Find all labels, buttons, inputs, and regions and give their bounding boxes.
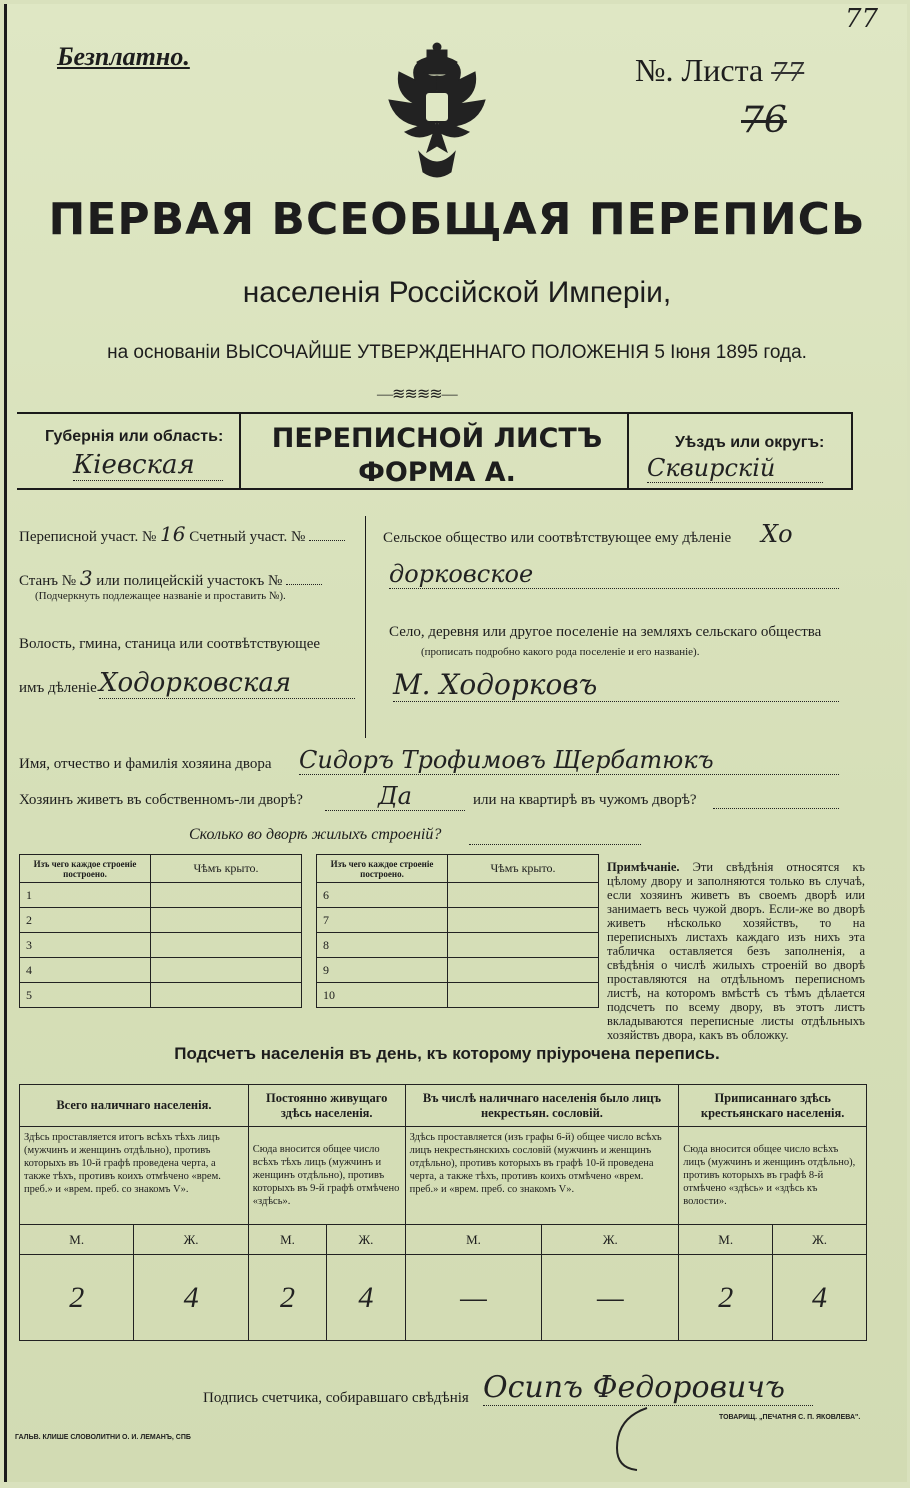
- form-title: [257, 422, 617, 490]
- col-m: М.: [20, 1225, 134, 1255]
- frame-line-edge: [851, 412, 853, 488]
- count-desc-peasant: Сюда вносится общее число всѣхъ лицъ (мужчинъ и женщинъ отдѣльно), противъ которыхъ въ графѣ 8-й отмѣчено «здѣсь» и «здѣсь къ волости».: [679, 1127, 867, 1225]
- stan-label: Станъ №: [19, 573, 77, 589]
- volost-label: Волость, гмина, станица или соотвѣтствующее: [19, 636, 321, 652]
- table-row: [20, 883, 599, 908]
- census-title: ПЕРВАЯ ВСЕОБЩАЯ ПЕРЕПИСЬ: [48, 194, 866, 245]
- count-desc-present: Здѣсь проставляется итогъ всѣхъ тѣхъ лицъ (мужчинъ и женщинъ отдѣльно), противъ которыхъ въ 10-й графѣ проведена черта, а также тѣхъ, противъ коихъ отмѣчено «врем. преб.» и «врем. преб. со знакомъ V».: [20, 1127, 249, 1225]
- census-subtitle: населенія Россійской Имперіи,: [242, 276, 672, 309]
- table-cell: [151, 883, 302, 908]
- selo-note: (прописать подробно какого рода поселеніе и его названіе).: [421, 646, 700, 658]
- col-zh: Ж.: [134, 1225, 248, 1255]
- stan-rest-label: или полицейскій участокъ №: [96, 573, 283, 589]
- col-material-left: Изъ чего каждое строеніе построено.: [20, 855, 151, 883]
- buildings-table: [19, 854, 599, 1008]
- lives-value: Да: [325, 782, 465, 811]
- frame-line-top: [17, 412, 853, 414]
- row-number: 5: [20, 983, 151, 1008]
- sheet-number-corrected: 76: [741, 100, 787, 141]
- row-number: 3: [20, 933, 151, 958]
- census-form-page: [4, 4, 907, 1482]
- col-m: М.: [679, 1225, 773, 1255]
- gubernia-value: Кіевская: [73, 450, 223, 481]
- printer-right: ТОВАРИЩ. „ПЕЧАТНЯ С. П. ЯКОВЛЕВА".: [719, 1414, 861, 1421]
- lives-label: Хозяинъ живетъ въ собственномъ-ли дворѣ?: [19, 792, 303, 808]
- row-number: 7: [317, 908, 448, 933]
- lives-rest-value: [713, 808, 839, 809]
- count-title: Подсчетъ населенія въ день, къ которому пріурочена перепись.: [174, 1044, 720, 1063]
- count-value: 2: [248, 1255, 326, 1341]
- lives-rest-label: или на квартирѣ въ чужомъ дворѣ?: [473, 792, 697, 808]
- table-cell: [151, 908, 302, 933]
- selo-value: М. Ходорковъ: [393, 668, 839, 702]
- sheet-number-label: №. Листа: [635, 52, 764, 88]
- row-number: 8: [317, 933, 448, 958]
- row-number: 10: [317, 983, 448, 1008]
- count-value: 4: [134, 1255, 248, 1341]
- table-row: [20, 933, 599, 958]
- note-block: [607, 860, 865, 1042]
- count-desc-permanent: Сюда вносится общее число всѣхъ тѣхъ лицъ (мужчинъ и женщинъ отдѣльно), противъ которыхъ въ 9-й графѣ отмѣчено «здѣсь».: [248, 1127, 405, 1225]
- form-title-line1: ПЕРЕПИСНОЙ ЛИСТЪ: [271, 423, 603, 454]
- col-m: М.: [248, 1225, 326, 1255]
- uezd-label: Уѣздъ или округъ:: [675, 434, 825, 451]
- frame-line-left: [239, 412, 241, 488]
- table-cell: [448, 983, 599, 1008]
- count-desc-noncitizen: Здѣсь проставляется (изъ графы 6-й) общее число всѣхъ лицъ некрестьянскихъ сословій (мужчинъ и женщинъ отдѣльно), противъ которыхъ въ графѣ 10-й проведена черта, а также тѣхъ, противъ коихъ отмѣчено «врем. преб.» и «врем. преб. со знакомъ V».: [405, 1127, 679, 1225]
- table-gap: [302, 855, 317, 883]
- col-zh: Ж.: [773, 1225, 867, 1255]
- obshchestvo-value-2: дорковское: [389, 560, 839, 589]
- sheet-number-value: 77: [771, 58, 805, 88]
- owner-value: Сидоръ Трофимовъ Щербатюкъ: [299, 746, 839, 775]
- imperial-eagle-icon: [367, 42, 507, 192]
- row-number: 4: [20, 958, 151, 983]
- count-value: 4: [773, 1255, 867, 1341]
- uchastok-row: [19, 522, 359, 546]
- gubernia-label: Губернія или область:: [45, 428, 224, 445]
- stan-row: [19, 566, 359, 590]
- note-text: Эти свѣдѣнія относятся къ цѣлому двору и заполняются только въ случаѣ, если хозяинъ живетъ въ своемъ дворѣ или занимаетъ весь чужой дворъ. Если-же во дворѣ живетъ нѣсколько хозяйствъ, то на переписныхъ листахъ каждаго изъ нихъ эта табличка оставляется безъ заполненія, а свѣдѣнія о числѣ жилыхъ строеній во дворѣ проставляются на отдѣльномъ переписномъ листѣ, на которомъ вмѣстѣ съ тѣмъ дѣлается подсчетъ по всему двору, въ этотъ листъ вкладываются переписные листы отдѣльныхъ хозяйствъ двора, какъ въ обложку.: [607, 860, 866, 1042]
- col-roof-left: Чѣмъ крыто.: [151, 855, 302, 883]
- table-row: [20, 908, 599, 933]
- col-zh: Ж.: [542, 1225, 679, 1255]
- volost-value: Ходорковская: [99, 668, 355, 699]
- stan-note: (Подчеркнуть подлежащее названіе и проставить №).: [35, 590, 286, 602]
- signature-label: Подпись счетчика, собиравшаго свѣдѣнія: [203, 1390, 469, 1406]
- col-zh: Ж.: [327, 1225, 405, 1255]
- row-number: 9: [317, 958, 448, 983]
- count-head-present: Всего наличнаго населенія.: [20, 1085, 249, 1127]
- form-title-line2: ФОРМА А.: [358, 457, 516, 488]
- table-cell: [448, 933, 599, 958]
- frame-line-right: [627, 412, 629, 488]
- free-label: Безплатно.: [57, 42, 190, 71]
- obshchestvo-value: Хо: [761, 520, 793, 548]
- uchastok-label: Переписной участ. №: [19, 529, 157, 545]
- column-divider: [365, 516, 366, 738]
- row-number: 2: [20, 908, 151, 933]
- note-title: Примѣчаніе.: [607, 860, 680, 874]
- table-row: [20, 958, 599, 983]
- volost-label-2: имъ дѣленіе: [19, 680, 97, 696]
- row-number: 1: [20, 883, 151, 908]
- count-value: 4: [327, 1255, 405, 1341]
- owner-label: Имя, отчество и фамилія хозяина двора: [19, 756, 272, 772]
- table-cell: [448, 958, 599, 983]
- col-roof-right: Чѣмъ крыто.: [448, 855, 599, 883]
- corner-sheet-number: 77: [845, 4, 879, 34]
- count-value: —: [405, 1255, 542, 1341]
- printer-left: ГАЛЬВ. КЛИШЕ СЛОВОЛИТНИ О. И. ЛЕМАНЪ, СПБ: [15, 1434, 191, 1441]
- buildings-value: [469, 844, 641, 845]
- schet-value: [309, 540, 345, 541]
- population-count-table: [19, 1084, 867, 1341]
- row-number: 6: [317, 883, 448, 908]
- count-value: —: [542, 1255, 679, 1341]
- table-row: [20, 983, 599, 1008]
- uchastok-value: 16: [160, 522, 186, 546]
- count-head-peasant: Приписаннаго здѣсь крестьянскаго населенія.: [679, 1085, 867, 1127]
- count-head-noncitizen: Въ числѣ наличнаго населенія было лицъ некрестьян. сословій.: [405, 1085, 679, 1127]
- table-cell: [151, 983, 302, 1008]
- selo-label: Село, деревня или другое поселеніе на земляхъ сельскаго общества: [389, 624, 822, 640]
- table-cell: [151, 933, 302, 958]
- stan-value: 3: [79, 566, 93, 590]
- col-material-right: Изъ чего каждое строеніе построено.: [317, 855, 448, 883]
- signature-value: Осипъ Федоровичъ: [483, 1370, 813, 1406]
- schet-label: Счетный участ. №: [189, 529, 306, 545]
- census-basis: на основаніи ВЫСОЧАЙШЕ УТВЕРЖДЕННАГО ПОЛОЖЕНІЯ 5 Іюня 1895 года.: [107, 342, 807, 363]
- table-cell: [151, 958, 302, 983]
- obshchestvo-label: Сельское общество или соотвѣтствующее ему дѣленіе: [383, 530, 732, 546]
- ornament-divider: —≋≋≋≋—: [377, 386, 457, 403]
- count-value: 2: [679, 1255, 773, 1341]
- uezd-value: Сквирскій: [647, 454, 823, 483]
- count-head-permanent: Постоянно живущаго здѣсь населенія.: [248, 1085, 405, 1127]
- police-district-value: [286, 584, 322, 585]
- table-cell: [448, 883, 599, 908]
- count-value: 2: [20, 1255, 134, 1341]
- col-m: М.: [405, 1225, 542, 1255]
- buildings-label: Сколько во дворѣ жилыхъ строеній?: [189, 826, 442, 843]
- signature-flourish-icon: [607, 1404, 667, 1474]
- table-cell: [448, 908, 599, 933]
- sheet-number: [635, 52, 804, 89]
